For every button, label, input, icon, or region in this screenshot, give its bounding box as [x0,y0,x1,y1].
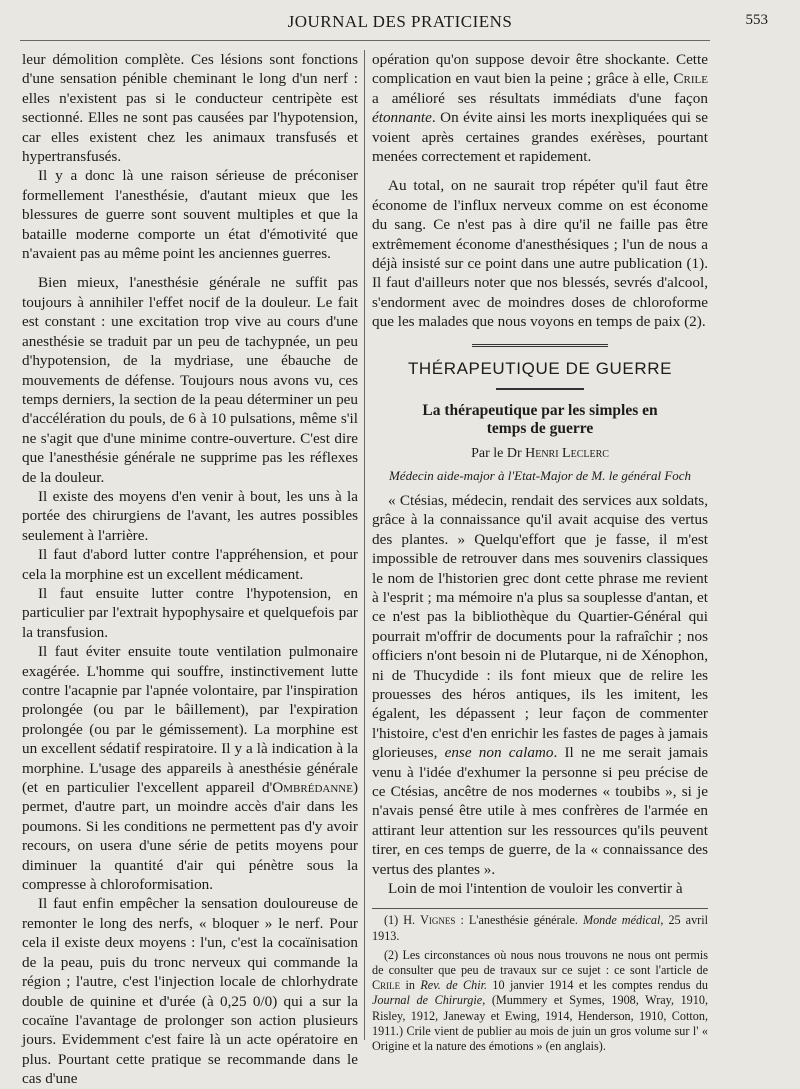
footnote [372,948,708,1054]
author-name: Vignes [420,913,456,928]
right-column [372,50,708,1054]
text-run: , 25 avril 1913. [372,913,708,943]
running-head [0,12,800,36]
paragraph: leur démolition complète. Ces lésions sont fonctions d'une sensation pénible cheminant le long d'un nerf : elles n'existent pas si le conducteur centripète est sectionné. Elles ne sont pas causées par l'hypotension, car elles existent chez les animaux transfusés et hypertransfusés. [22,51,358,166]
page-number: 553 [745,12,768,28]
emphasis: ense non calamo [444,744,554,762]
paragraph: Il faut d'abord lutter contre l'appréhension, et pour cela la morphine est un excellent médicament. [22,546,358,583]
section-heading: THÉRAPEUTIQUE DE GUERRE [407,358,673,378]
footnote-rule [372,908,708,909]
paragraph: Il faut enfin empêcher la sensation douloureuse de remonter le long des nerfs, « bloquer » le nerf. Pour cela il existe deux moyens : l'un, c'est la cocaïnisation de la peau, puis du tronc nerveux qui commande la région ; l'autre, c'est l'injection locale de chlorhydrate double de quinine et d'urée (à 0,25 0/0) qui a sur la cocaïne l'avantage de prolonger son action plusieurs jours. Evidemment c'est faire là un acte opératoire en plus. Pourtant cette pratique se recommande dans le cas d'une [22,895,358,1088]
text-run: 10 janvier 1914 et les comptes rendus du [487,978,708,993]
paragraph [372,491,708,879]
text-run: « Ctésias, médecin, rendait des services aux soldats, grâce à la connaissance qu'il avait acquise des vertus des plantes. » Quelqu'effort que je fasse, il m'est impossible de retrouver dans mes souvenirs classiques le nom de l'historien grec dont cette phrase me revient à l'esprit ; ma mémoire n'a plus sa souplesse d'antan, et ce n'est pas la bibliothèque du Quartier-Général qui pourrait m'offrir de documents pour la rafraîchir ; nos officiers n'ont besoin ni de Plutarque, ni de Xénophon, ni de Thucydide : ils font mieux que de relire les prouesses des héros antiques, ils les imitent, les égalent, les dépassent ; leur façon de commenter l'histoire, c'est d'en enrichir les fastes de pages à jamais glorieuses, [372,491,708,762]
left-column [22,50,358,1089]
text-run: : L'anesthésie générale. [455,913,583,928]
paragraph [22,642,358,894]
text-run: Il faut éviter ensuite toute ventilation pulmonaire exagérée. L'homme qui souffre, instinctivement lutte contre l'acapnie par l'apnée volontaire, par l'inspiration prolongée (ou par le bâillement), par l'expiration prolongée (ou par le gémissement). La morphine est un excellent sédatif respiratoire. Il y a là indication à la morphine. L'usage des appareils à anesthésie générale (et en particulier l'excellent appareil d' [22,643,358,797]
text-run: opération qu'on suppose devoir être shockante. Cette complication en vaut bien la peine ; grâce à elle, [372,51,708,88]
paragraph: Il faut ensuite lutter contre l'hypotension, en particulier par l'extrait hypophysaire et quelquefois par la transfusion. [22,584,358,641]
text-run: in [400,978,421,993]
author-affiliation: Médecin aide-major à l'Etat-Major de M. le général Foch [388,467,692,483]
column-divider [364,50,365,1040]
byline-prefix: Par le Dr [471,446,526,462]
paragraph: Bien mieux, l'anesthésie générale ne suffit pas toujours à annihiler l'effet nocif de la douleur. Le fait est constant : une excitation trop vive au cours d'une anesthésie se traduit par un peu de tachypnée, un peu d'hypotension, de la mydriase, une ébauche de mouvements de défense. Toujours nous avons vu, ces temps derniers, la section de la peau déterminer un peu d'accélération du pouls, de 6 à 10 pulsations, même s'il ne s'agit que d'une minime contre-ouverture. C'est dire que l'anesthésie générale ne supprime pas les réflexes de la douleur. [22,274,358,486]
section-rule [472,344,608,347]
author-name: Henri Leclerc [525,446,609,462]
emphasis: Rev. de Chir. [420,978,488,993]
paragraph: Loin de moi l'intention de vouloir les convertir à [388,880,683,898]
text-run: a amélioré ses résultats immédiats d'une façon [372,89,708,107]
paragraph: Au total, on ne saurait trop répéter qu'il faut être économe de l'influx nerveux comme on est économe du sang. Ce n'est pas à dire qu'il ne faille pas être extrêmement économe d'anesthésiques ; l'un de nous a déjà insisté sur ce point dans une autre publication (1). Il faut d'ailleurs noter que nos blessés, sevrés d'alcool, s'endorment avec de moindres doses de chloroforme que les malades que nous voyons en temps de paix (2). [372,177,708,331]
text-run: , (Mummery et Symes, 1908, Wray, 1910, Risley, 1912, Janeway et Ewing, 1914, Henderson, 1910, Cotton, 1911.) Crile vient de publier au mois de juin un gros volume sur l' « Origine et la nature des émotions » (en anglais). [372,993,709,1054]
text-run: . Il ne me serait jamais venu à l'idée d'exhumer la personne si peu précise de ce Ctésias, ancêtre de nos modernes « toubibs », si je n'avais pensé être utile à mes confrères de l'armée en attirant leur attention sur les ressources qu'ils peuvent tirer, en ces temps de guerre, de la « connaissance des vertus des plantes ». [372,744,708,878]
paragraph: Il y a donc là une raison sérieuse de préconiser formellement l'anesthésie, d'autant mieux que les blessures de guerre sont souvent multiples et que la bataille moderne comporte un état d'émotivité que n'avaient pas au même point les anciennes guerres. [22,167,358,263]
article-title: La thérapeutique par les simples en temps de guerre [422,402,658,438]
byline [372,444,708,463]
author-name: Ombrédanne [272,779,353,797]
text-run: (1) H. [384,913,421,928]
journal-title: JOURNAL DES PRATICIENS [287,12,513,31]
header-rule [20,40,710,41]
text-run: (2) Les circonstances où nous nous trouvons ne nous ont permis de consulter que peu de travaux sur ce sujet : ce sont l'article de [372,947,708,978]
paragraph: Il existe des moyens d'en venir à bout, les uns à la portée des chirurgiens de l'avant, les autres possibles seulement à l'arrière. [22,487,358,544]
paragraph [372,50,708,166]
emphasis: Journal de Chirurgie [372,993,483,1008]
text-run: ) permet, d'autre part, un moindre accès d'air dans les poumons. Si les conditions ne permettent pas d'y avoir recours, on usera d'une série de petits moyens pour diminuer la quantité d'air qui pénètre sous la compresse à chloroformisation. [22,779,358,894]
author-name: Crile [372,978,401,993]
article-body [372,491,708,899]
footnote [372,913,708,943]
heading-rule [496,388,584,390]
author-name: Crile [673,70,708,88]
emphasis: Monde médical [582,913,661,928]
text-run: . On évite ainsi les morts inexpliquées qui se voient après certaines grandes exérèses, pourtant menées correctement et rapidement. [372,109,708,166]
emphasis: étonnante [372,109,432,127]
